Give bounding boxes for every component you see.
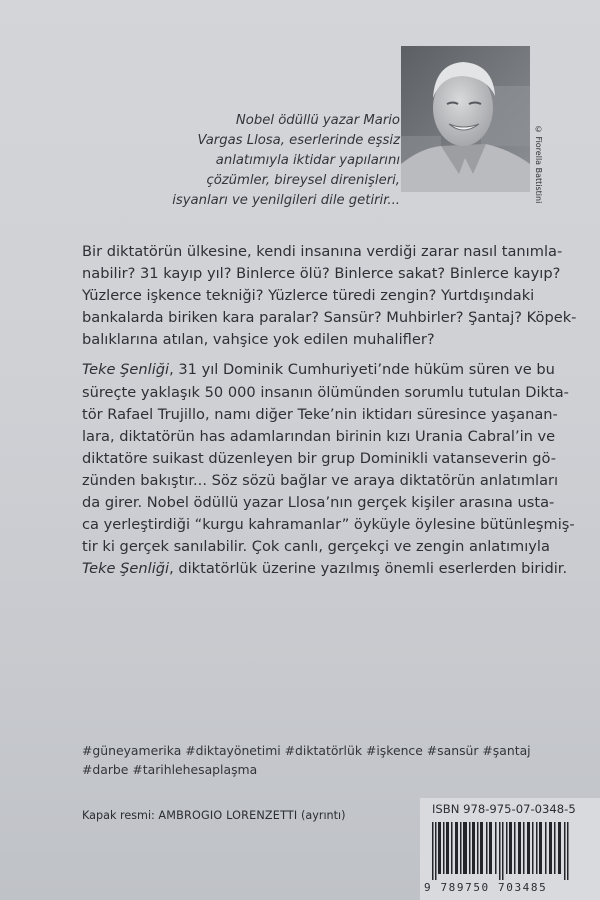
isbn-barcode-block (420, 798, 600, 900)
blurb-line: tir ki gerçek sanılabilir. Çok canlı, gerçekçi ve zengin anlatımıyla (82, 538, 550, 556)
caption-line: çözümler, bireysel direnişleri, (206, 173, 400, 188)
blurb-line: zünden bakıştır... Söz sözü bağlar ve araya diktatörün anlatımları (82, 471, 559, 489)
caption-line: anlatımıyla iktidar yapılarını (215, 153, 400, 168)
author-caption (150, 111, 400, 211)
cover-credit (82, 809, 346, 822)
blurb-line-text: , 31 yıl Dominik Cumhuriyeti’nde hüküm süren ve bu (169, 361, 555, 379)
photo-credit: © Fiorella Battistini (534, 125, 543, 204)
caption-line: Nobel ödüllü yazar Mario (235, 113, 400, 128)
hashtag-line: #güneyamerika #diktayönetimi #diktatörlük #işkence #sansür #şantaj (82, 743, 531, 758)
blurb-line: diktatöre suikast düzenleyen bir grup Dominikli vatanseverin gö- (82, 449, 557, 467)
hashtag-line: #darbe #tarihlehesaplaşma (82, 762, 258, 777)
book-title: Teke Şenliği (82, 361, 170, 379)
blurb-paragraph-2 (82, 359, 575, 580)
barcode-digits: 9 789750 703485 (424, 881, 548, 894)
blurb-line: nabilir? 31 kayıp yıl? Binlerce ölü? Binlerce sakat? Binlerce kayıp? (82, 265, 561, 283)
author-photo (401, 46, 530, 192)
caption-line: Vargas Llosa, eserlerinde eşsiz (197, 133, 400, 148)
blurb-paragraph-1 (82, 241, 577, 351)
caption-line: isyanları ve yenilgileri dile getirir... (172, 193, 400, 208)
blurb-line: da girer. Nobel ödüllü yazar Llosa’nın gerçek kişiler arasına usta- (82, 494, 555, 512)
hashtags (82, 741, 531, 779)
portrait-image (401, 46, 530, 192)
blurb-line: lara, diktatörün has adamlarından birinin kızı Urania Cabral’in ve (82, 427, 556, 445)
cover-credit-note: (ayrıntı) (301, 809, 346, 822)
blurb-line: süreçte yaklaşık 50 000 insanın ölümünden sorumlu tutulan Dikta- (82, 383, 569, 401)
blurb-text (82, 241, 577, 580)
blurb-line: tör Rafael Trujillo, namı diğer Teke’nin iktidarı süresince yaşanan- (82, 405, 558, 423)
cover-artist: AMBROGIO LORENZETTI (158, 809, 298, 822)
barcode-icon (432, 822, 572, 880)
isbn-label: ISBN 978-975-07-0348-5 (432, 802, 576, 816)
cover-credit-label: Kapak resmi: (82, 809, 155, 822)
blurb-line: Bir diktatörün ülkesine, kendi insanına verdiği zarar nasıl tanımla- (82, 243, 563, 260)
blurb-line-text: , diktatörlük üzerine yazılmış önemli eserlerden biridir. (169, 560, 568, 578)
blurb-line: Yüzlerce işkence tekniği? Yüzlerce türedi zengin? Yurtdışındaki (82, 287, 535, 305)
blurb-line: ca yerleştirdiği “kurgu kahramanlar” öyküyle öylesine bütünleşmiş- (82, 516, 575, 534)
blurb-line (82, 359, 555, 381)
blurb-line (82, 558, 568, 580)
blurb-line: balıklarına atılan, vahşice yok edilen muhalifler? (82, 331, 435, 349)
book-title: Teke Şenliği (82, 560, 170, 578)
blurb-line: bankalarda biriken kara paralar? Sansür? Muhbirler? Şantaj? Köpek- (82, 309, 577, 327)
